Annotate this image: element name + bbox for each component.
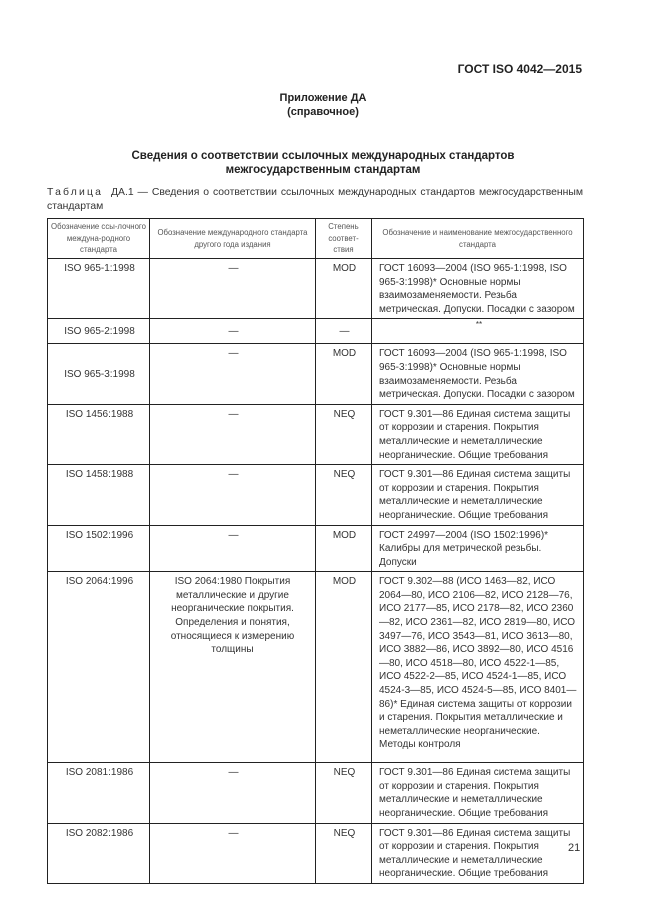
cell-ref: ISO 2082:1986 <box>48 823 150 883</box>
cell-ref: ISO 2081:1986 <box>48 763 150 823</box>
table-row <box>48 465 584 525</box>
cell-interstate: ** <box>372 319 584 344</box>
cell-other-edition: — <box>150 319 316 344</box>
cell-ref: ISO 965-1:1998 <box>48 259 150 319</box>
cell-interstate: ГОСТ 9.301—86 Единая система защиты от коррозии и старения. Покрытия металлические и неметаллические неорганические. Общие требования <box>372 465 584 525</box>
cell-degree: MOD <box>316 525 372 572</box>
cell-interstate: ГОСТ 9.301—86 Единая система защиты от коррозии и старения. Покрытия металлические и неметаллические неорганические. Общие требования <box>372 823 584 883</box>
cell-ref: ISO 965-2:1998 <box>48 319 150 344</box>
cell-other-edition: ISO 2064:1980 Покрытия металлические и другие неорганические покрытия. Определения и понятия, относящиеся к измерению толщины <box>150 572 316 763</box>
cell-interstate: ГОСТ 9.301—86 Единая система защиты от коррозии и старения. Покрытия металлические и неметаллические неорганические. Общие требования <box>372 404 584 464</box>
table-row <box>48 319 584 344</box>
cell-ref: ISO 1456:1988 <box>48 404 150 464</box>
section-title-line2: межгосударственным стандартам <box>225 164 421 176</box>
cell-interstate: ГОСТ 16093—2004 (ISO 965-1:1998, ISO 965-3:1998)* Основные нормы взаимозаменяемости. Резьба метрическая. Допуски. Посадки с зазором <box>372 259 584 319</box>
table-row <box>48 763 584 823</box>
section-title <box>0 149 646 177</box>
table-row <box>48 823 584 883</box>
cell-ref: ISO 1458:1988 <box>48 465 150 525</box>
table-row <box>48 259 584 319</box>
table-row <box>48 344 584 404</box>
table-row <box>48 525 584 572</box>
cell-degree: NEQ <box>316 465 372 525</box>
cell-ref: ISO 965-3:1998 <box>48 344 150 404</box>
cell-degree: NEQ <box>316 404 372 464</box>
cell-interstate: ГОСТ 9.301—86 Единая система защиты от коррозии и старения. Покрытия металлические и неметаллические неорганические. Общие требования <box>372 763 584 823</box>
annex-title: Приложение ДА <box>279 92 367 104</box>
header-interstate-standard: Обозначение и наименование межгосударственного стандарта <box>372 219 584 259</box>
cell-other-edition: — <box>150 344 316 404</box>
cell-interstate: ГОСТ 24997—2004 (ISO 1502:1996)* Калибры для метрической резьбы. Допуски <box>372 525 584 572</box>
cell-degree: NEQ <box>316 823 372 883</box>
cell-ref: ISO 1502:1996 <box>48 525 150 572</box>
table-header-row <box>48 219 584 259</box>
cell-other-edition: — <box>150 465 316 525</box>
cell-ref: ISO 2064:1996 <box>48 572 150 763</box>
cell-other-edition: — <box>150 823 316 883</box>
cell-other-edition: — <box>150 525 316 572</box>
cell-interstate: ГОСТ 16093—2004 (ISO 965-1:1998, ISO 965-3:1998)* Основные нормы взаимозаменяемости. Резьба метрическая. Допуски. Посадки с зазором <box>372 344 584 404</box>
cell-other-edition: — <box>150 404 316 464</box>
cell-degree: — <box>316 319 372 344</box>
cell-other-edition: — <box>150 763 316 823</box>
section-title-line1: Сведения о соответствии ссылочных международных стандартов <box>131 150 515 162</box>
table-caption <box>47 186 583 214</box>
cell-degree: NEQ <box>316 763 372 823</box>
table-row <box>48 404 584 464</box>
cell-degree: MOD <box>316 572 372 763</box>
annex-subtitle: (справочное) <box>287 106 359 118</box>
header-reference-standard: Обозначение ссы-лочного междуна-родного стандарта <box>48 219 150 259</box>
annex-heading <box>0 91 646 119</box>
table-caption-label: Таблица <box>47 187 104 198</box>
page-number: 21 <box>568 842 581 854</box>
table-caption-text: ДА.1 — Сведения о соответствии ссылочных международных стандартов межгосударственным стандартам <box>47 187 583 212</box>
cell-other-edition: — <box>150 259 316 319</box>
cell-degree: MOD <box>316 259 372 319</box>
cell-degree: MOD <box>316 344 372 404</box>
correspondence-table <box>47 218 584 884</box>
cell-interstate: ГОСТ 9.302—88 (ИСО 1463—82, ИСО 2064—80, ИСО 2106—82, ИСО 2128—76, ИСО 2177—85, ИСО 2178—82, ИСО 2360—82, ИСО 2361—82, ИСО 2819—80, ИСО 3497—76, ИСО 3543—81, ИСО 3613—80, ИСО 3882—86, ИСО 3892—80, ИСО 4516—80, ИСО 4518—80, ИСО 4522-1—85, ИСО 4522-2—85, ИСО 4524-1—85, ИСО 4524-3—85, ИСО 4524-5—85, ИСО 8401—86)* Единая система защиты от коррозии и старения. Покрытия металлические и неметаллические неорганические. Методы контроля <box>372 572 584 763</box>
header-degree: Степень соответ-ствия <box>316 219 372 259</box>
document-id: ГОСТ ISO 4042—2015 <box>457 62 582 76</box>
table-row <box>48 572 584 763</box>
header-other-edition: Обозначение международного стандарта другого года издания <box>150 219 316 259</box>
